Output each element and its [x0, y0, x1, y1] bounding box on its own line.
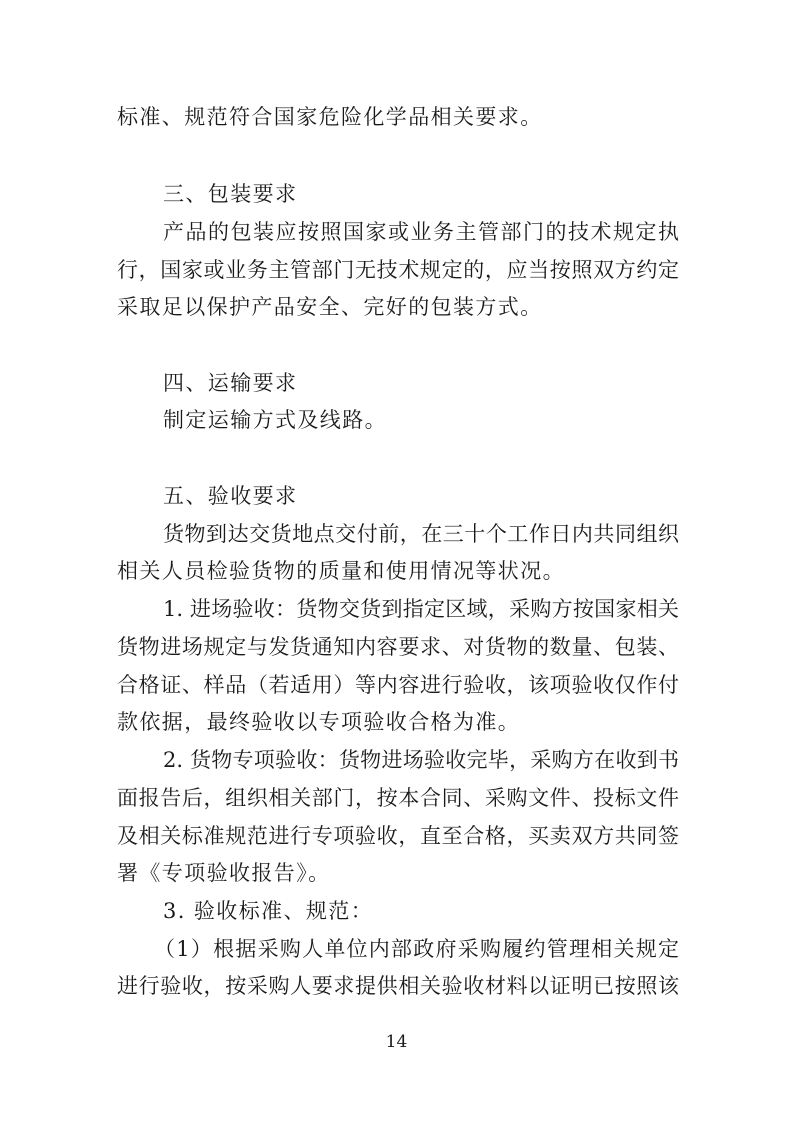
text-line: 1. 进场验收：货物交货到指定区域，采购方按国家相关 — [163, 597, 679, 621]
text-line: 2. 货物专项验收：货物进场验收完毕，采购方在收到书 — [163, 748, 679, 772]
text-line: 货物到达交货地点交付前，在三十个工作日内共同组织 — [163, 522, 679, 546]
heading-transport: 四、运输要求 — [163, 371, 298, 395]
text-line: （1）根据采购人单位内部政府采购履约管理相关规定 — [154, 937, 679, 961]
text-line: 及相关标准规范进行专项验收，直至合格，买卖双方共同签 — [117, 824, 679, 848]
text-line: 行，国家或业务主管部门无技术规定的，应当按照双方约定 — [117, 258, 679, 282]
text-line-continuation: 标准、规范符合国家危险化学品相关要求。 — [117, 105, 543, 129]
text-line: 进行验收，按采购人要求提供相关验收材料以证明已按照该 — [117, 974, 679, 998]
text-line: 合格证、样品（若适用）等内容进行验收，该项验收仅作付 — [117, 673, 679, 697]
heading-acceptance: 五、验收要求 — [163, 484, 298, 508]
page-number: 14 — [385, 1032, 408, 1052]
text-line: 相关人员检验货物的质量和使用情况等状况。 — [117, 559, 565, 583]
heading-packaging: 三、包装要求 — [163, 182, 298, 206]
text-line: 3. 验收标准、规范： — [163, 899, 374, 923]
text-line: 款依据，最终验收以专项验收合格为准。 — [117, 710, 521, 734]
text-line: 货物进场规定与发货通知内容要求、对货物的数量、包装、 — [117, 635, 679, 659]
text-line: 制定运输方式及线路。 — [163, 408, 387, 432]
text-line: 署《专项验收报告》。 — [117, 861, 331, 885]
text-line: 面报告后，组织相关部门，按本合同、采购文件、投标文件 — [117, 786, 679, 810]
text-line: 产品的包装应按照国家或业务主管部门的技术规定执 — [163, 220, 679, 244]
text-line: 采取足以保护产品安全、完好的包装方式。 — [117, 295, 543, 319]
